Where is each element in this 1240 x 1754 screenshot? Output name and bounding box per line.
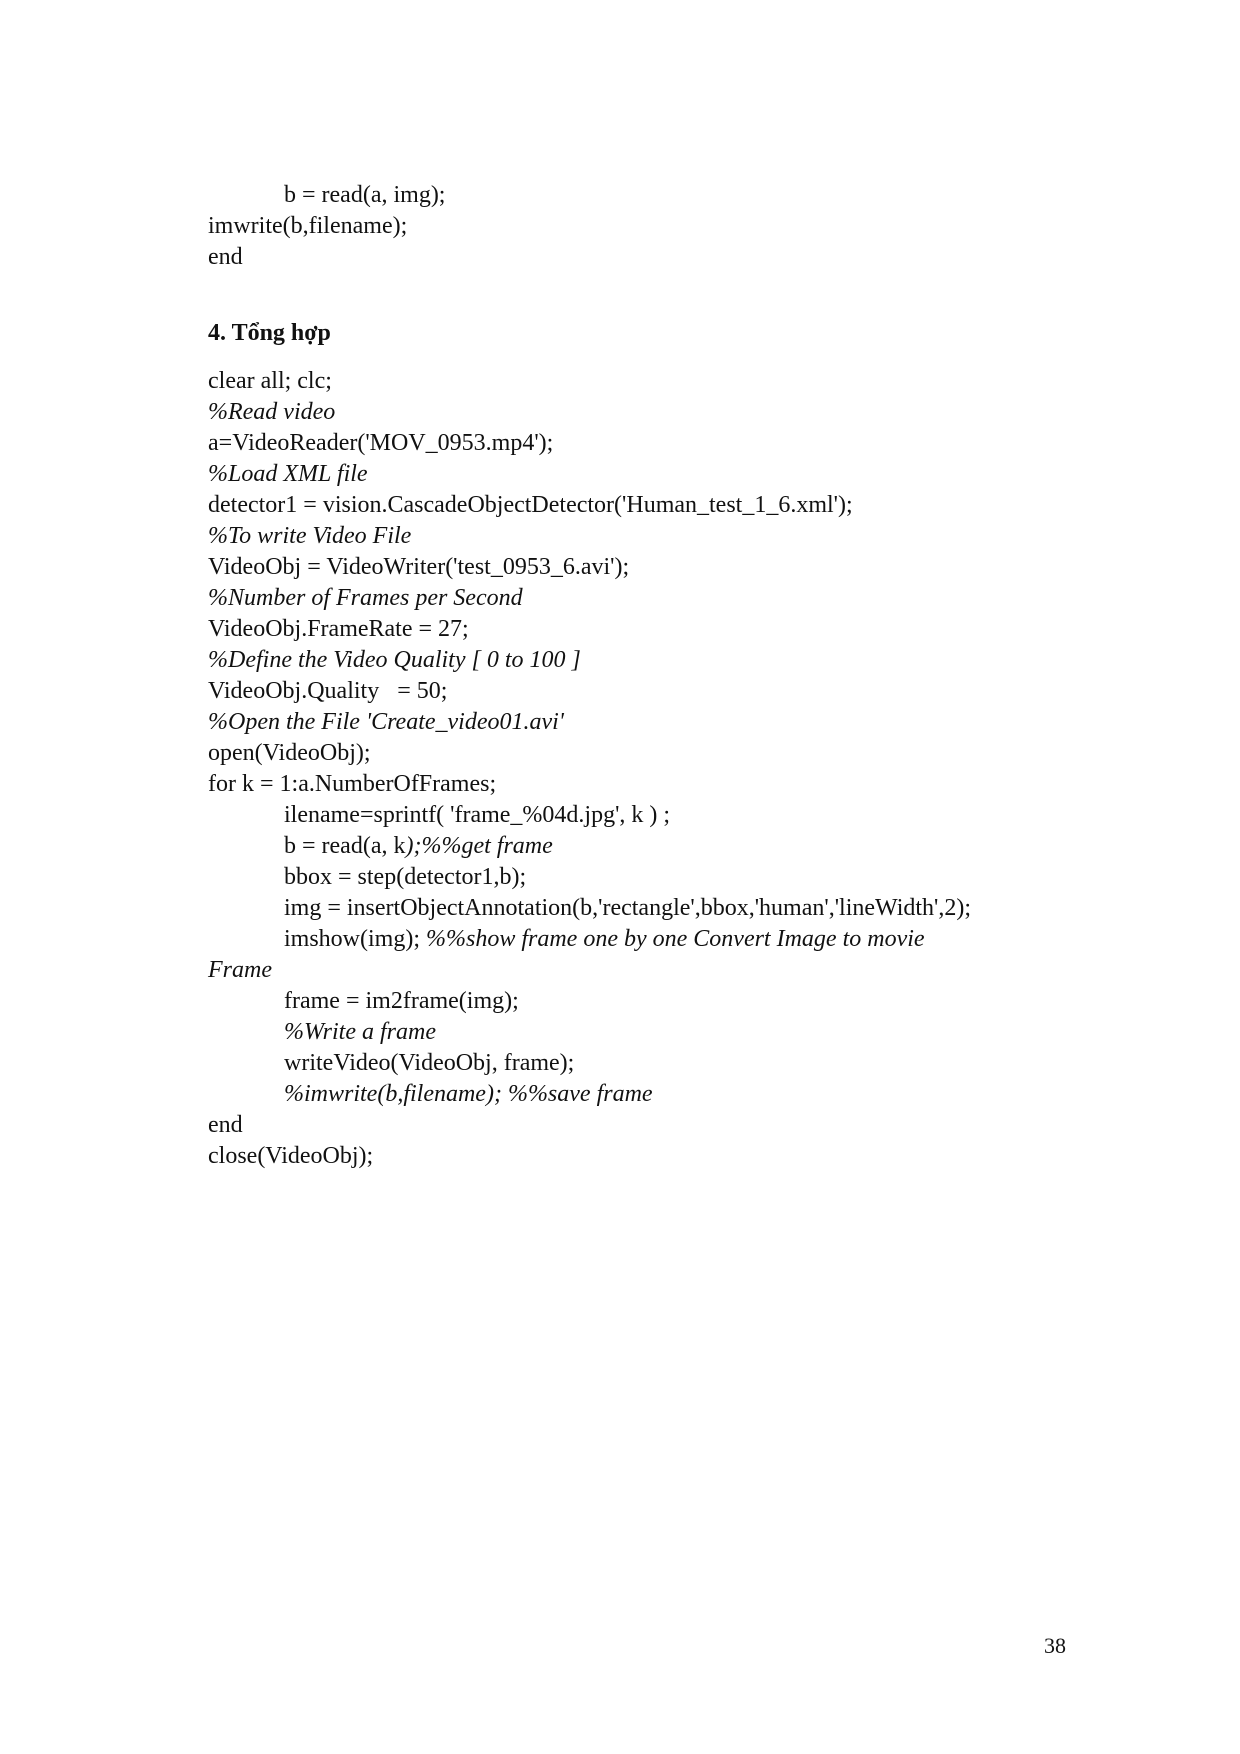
code-line: close(VideoObj); — [208, 1143, 374, 1169]
code-comment: %Open the File 'Create_video01.avi' — [208, 709, 564, 735]
code-line: writeVideo(VideoObj, frame); — [284, 1050, 575, 1076]
code-line: img = insertObjectAnnotation(b,'rectangle',bbox,'human','lineWidth',2); — [284, 895, 972, 921]
code-text: b = read(a, k — [284, 833, 406, 859]
code-listing — [208, 366, 1128, 1172]
code-line: ilename=sprintf( 'frame_%04d.jpg', k ) ; — [284, 802, 671, 828]
code-line: for k = 1:a.NumberOfFrames; — [208, 771, 497, 797]
section-heading: 4. Tổng hợp — [208, 320, 331, 346]
code-line: b = read(a, img); — [284, 182, 446, 208]
code-line: clear all; clc; — [208, 368, 332, 394]
code-line: frame = im2frame(img); — [284, 988, 519, 1014]
code-comment: Frame — [208, 957, 272, 983]
code-line — [208, 924, 1128, 955]
code-comment: %Write a frame — [284, 1019, 436, 1045]
code-text: imshow(img); — [284, 926, 426, 952]
code-line: end — [208, 244, 243, 270]
code-line: a=VideoReader('MOV_0953.mp4'); — [208, 430, 554, 456]
code-line: open(VideoObj); — [208, 740, 371, 766]
code-snippet-continued — [208, 180, 1128, 273]
code-line: detector1 = vision.CascadeObjectDetector('Human_test_1_6.xml'); — [208, 492, 853, 518]
code-line: VideoObj.Quality = 50; — [208, 678, 448, 704]
code-comment: %Read video — [208, 399, 336, 425]
code-comment: %To write Video File — [208, 523, 412, 549]
code-line: imwrite(b,filename); — [208, 213, 408, 239]
code-line: VideoObj.FrameRate = 27; — [208, 616, 469, 642]
code-comment: %imwrite(b,filename); %%save frame — [284, 1081, 653, 1107]
code-line: VideoObj = VideoWriter('test_0953_6.avi'); — [208, 554, 630, 580]
code-comment: %Load XML file — [208, 461, 368, 487]
code-comment: );%%get frame — [405, 833, 553, 859]
code-comment: %%show frame one by one Convert Image to movie — [426, 926, 925, 952]
code-line: end — [208, 1112, 243, 1138]
code-comment: %Define the Video Quality [ 0 to 100 ] — [208, 647, 581, 673]
code-line — [208, 831, 1128, 862]
code-line: bbox = step(detector1,b); — [284, 864, 527, 890]
code-comment: %Number of Frames per Second — [208, 585, 523, 611]
page-number: 38 — [1044, 1633, 1066, 1658]
